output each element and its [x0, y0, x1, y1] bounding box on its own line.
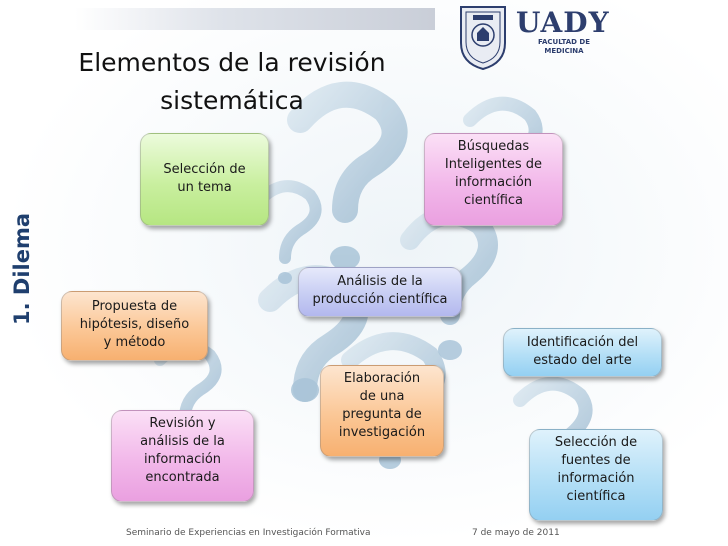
- box-line: producción científica: [312, 292, 448, 307]
- university-seal-icon: [455, 3, 511, 71]
- box-line: un tema: [177, 180, 232, 195]
- side-label: 1. Dilema: [10, 212, 34, 326]
- box-revision: [111, 410, 254, 502]
- box-line: análisis de la: [140, 434, 225, 449]
- box-seleccion-fuentes: [529, 429, 663, 521]
- box-line: de una: [359, 389, 405, 404]
- box-line: Elaboración: [343, 371, 421, 386]
- box-line: Inteligentes de: [444, 157, 543, 172]
- box-line: Selección de: [554, 435, 638, 450]
- box-line: estado del arte: [533, 353, 632, 368]
- box-line: información: [143, 452, 222, 467]
- box-line: encontrada: [145, 470, 220, 485]
- box-line: Análisis de la: [337, 274, 423, 289]
- box-line: científica: [566, 489, 626, 504]
- box-seleccion-tema: [140, 133, 269, 226]
- logo-faculty-line-2: MEDICINA: [544, 47, 584, 55]
- box-propuesta: [61, 291, 208, 361]
- logo-faculty: [528, 38, 600, 56]
- title-bar-decoration: [75, 8, 435, 30]
- slide-title-line-2: sistemática: [160, 86, 304, 115]
- box-identificacion: [503, 328, 662, 377]
- box-busquedas: [424, 133, 563, 226]
- box-line: información: [557, 471, 635, 486]
- box-line: investigación: [338, 425, 426, 440]
- footer-seminar: Seminario de Experiencias en Investigación Formativa: [126, 528, 371, 538]
- box-line: información: [454, 175, 533, 190]
- box-elaboracion: [320, 365, 444, 457]
- slide-title-line-1: Elementos de la revisión: [78, 48, 386, 77]
- logo-faculty-line-1: FACULTAD DE: [537, 38, 590, 46]
- box-line: fuentes de: [561, 453, 631, 468]
- box-line: pregunta de: [342, 407, 422, 422]
- box-line: hipótesis, diseño: [79, 317, 190, 332]
- box-analisis-produccion: [298, 267, 462, 317]
- box-line: Búsquedas: [457, 139, 530, 154]
- box-line: Propuesta de: [91, 299, 178, 314]
- footer-date: 7 de mayo de 2011: [472, 528, 560, 538]
- slide-title: [62, 44, 402, 120]
- box-line: Identificación del: [526, 335, 639, 350]
- logo-wordmark: UADY: [516, 6, 610, 39]
- box-line: Selección de: [163, 162, 246, 177]
- box-line: científica: [463, 193, 523, 208]
- box-line: y método: [103, 335, 166, 350]
- box-line: Revisión y: [149, 416, 216, 431]
